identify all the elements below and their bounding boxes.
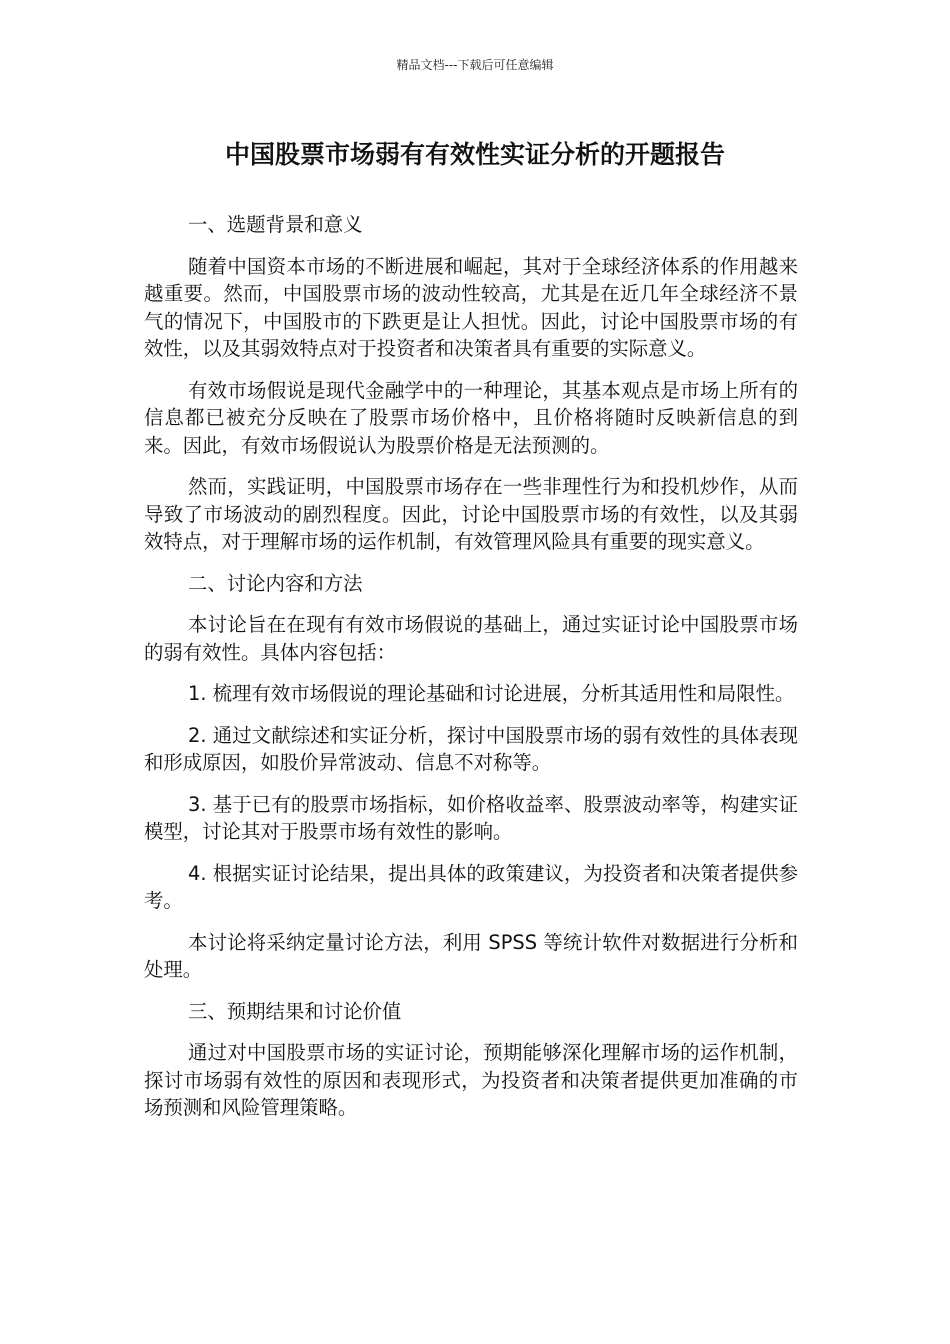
document-body [144,211,798,1136]
paragraph: 有效市场假说是现代金融学中的一种理论，其基本观点是市场上所有的信息都已被充分反映在了股票市场价格中，且价格将随时反映新信息的到来。因此，有效市场假说认为股票价格是无法预测的。 [144,378,798,457]
section-expected-results [144,998,798,1122]
list-item: 2. 通过文献综述和实证分析，探讨中国股票市场的弱有效性的具体表现和形成原因，如股价异常波动、信息不对称等。 [144,723,798,774]
section-background [144,211,798,556]
list-item: 3. 基于已有的股票市场指标，如价格收益率、股票波动率等，构建实证模型，讨论其对于股票市场有效性的影响。 [144,792,798,843]
list-item: 4. 根据实证讨论结果，提出具体的政策建议，为投资者和决策者提供参考。 [144,861,798,912]
paragraph: 然而，实践证明，中国股票市场存在一些非理性行为和投机炒作，从而导致了市场波动的剧烈程度。因此，讨论中国股票市场的有效性，以及其弱效特点，对于理解市场的运作机制，有效管理风险具有重要的现实意义。 [144,475,798,553]
list-item: 1. 梳理有效市场假说的理论基础和讨论进展，分析其适用性和局限性。 [188,682,795,705]
section-heading: 一、选题背景和意义 [188,213,363,236]
paragraph: 通过对中国股票市场的实证讨论，预期能够深化理解市场的运作机制，探讨市场弱有效性的原因和表现形式，为投资者和决策者提供更加准确的市场预测和风险管理策略。 [144,1041,798,1119]
section-heading: 三、预期结果和讨论价值 [188,999,402,1023]
page-header: 精品文档---下载后可任意编辑 [396,58,554,72]
section-heading: 二、讨论内容和方法 [188,571,363,595]
section-content-methods [144,570,798,984]
paragraph: 本讨论将采纳定量讨论方法，利用 SPSS 等统计软件对数据进行分析和处理。 [144,930,798,981]
paragraph: 随着中国资本市场的不断进展和崛起，其对于全球经济体系的作用越来越重要。然而，中国股票市场的波动性较高，尤其是在近几年全球经济不景气的情况下，中国股市的下跌更是让人担忧。因此，讨论中国股票市场的有效性，以及其弱效特点对于投资者和决策者具有重要的实际意义。 [144,254,798,360]
paragraph: 本讨论旨在在现有有效市场假说的基础上，通过实证讨论中国股票市场的弱有效性。具体内容包括： [144,613,798,664]
document-title: 中国股票市场弱有有效性实证分析的开题报告 [224,140,725,169]
